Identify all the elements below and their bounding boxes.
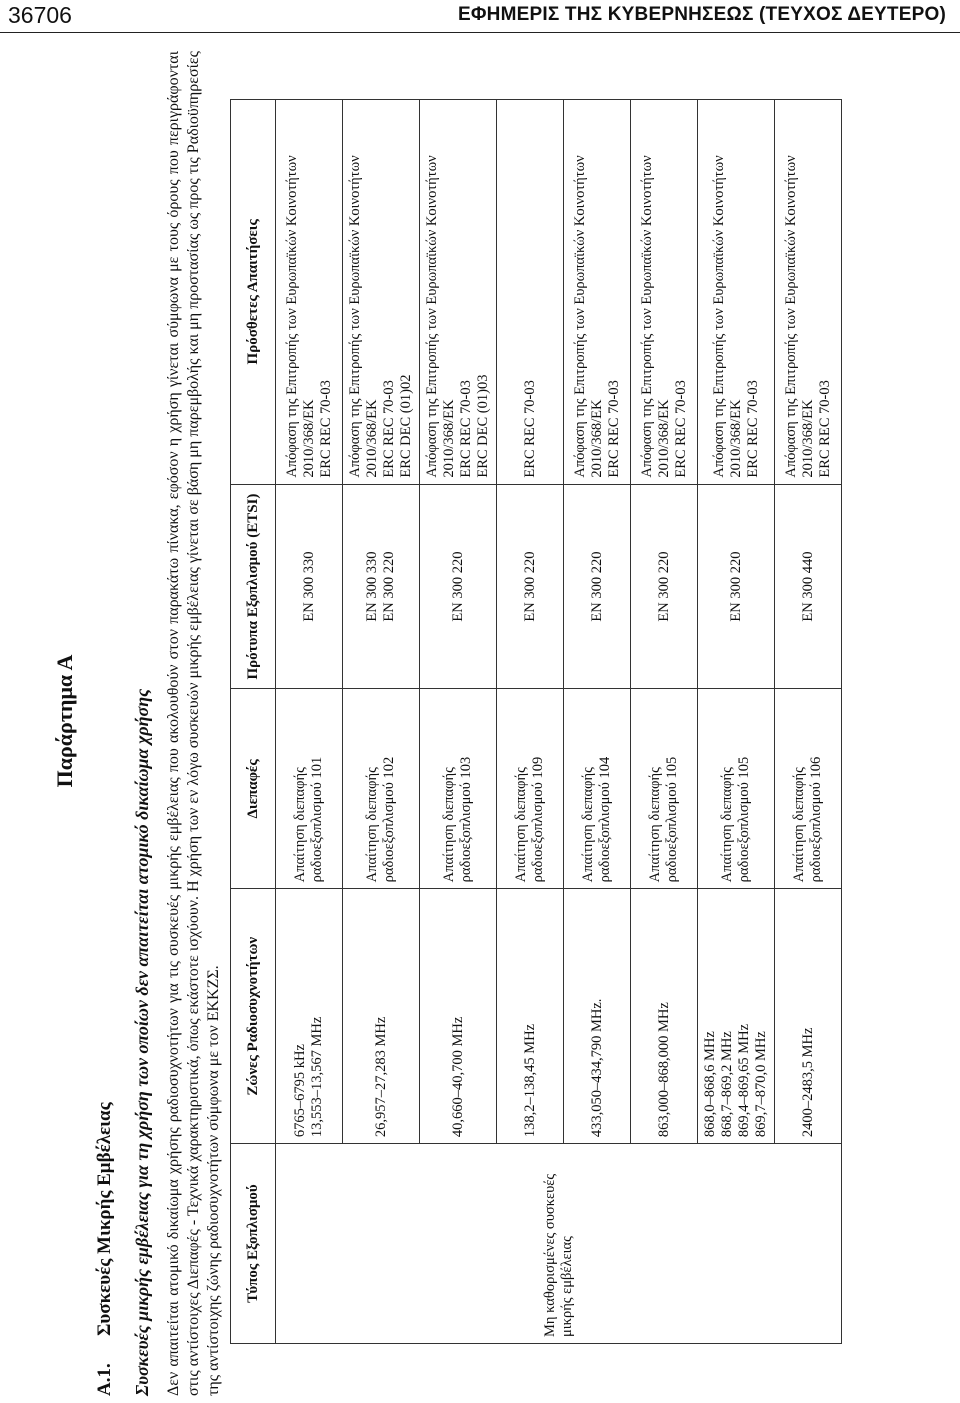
requirements-cell	[497, 100, 564, 485]
equipment-type-cell: Μη καθορισμένες συσκευές μικρής εμβέλειας	[276, 1144, 842, 1344]
header-standards: Πρότυπα Εξοπλισμού (ETSI)	[231, 484, 276, 689]
interface-cell: Απαίτηση διεπαφής ραδιοεξοπλισμού 106	[775, 689, 842, 889]
frequency-band: 433,050–434,790 MHz.	[588, 998, 605, 1138]
interface-cell: Απαίτηση διεπαφής ραδιοεξοπλισμού 101	[276, 689, 343, 889]
etsi-standard: EN 300 220	[655, 551, 672, 622]
interface-cell: Απαίτηση διεπαφής ραδιοεξοπλισμού 105	[698, 689, 775, 889]
requirement-item: Απόφαση της Επιτροπής των Ευρωπαϊκών Κοινοτήτων 2010/368/ΕΚ	[424, 155, 457, 478]
requirement-item: ERC REC 70-03	[317, 380, 334, 478]
header-interfaces: Διεπαφές	[231, 689, 276, 889]
table-row	[276, 100, 343, 1344]
requirements-cell	[698, 100, 775, 485]
standard-cell	[276, 484, 343, 689]
requirement-item: ERC REC 70-03	[672, 380, 689, 478]
etsi-standard: EN 300 220	[588, 551, 605, 622]
requirement-item: ERC DEC (01)03	[475, 374, 491, 478]
interface-cell: Απαίτηση διεπαφής ραδιοεξοπλισμού 102	[343, 689, 420, 889]
frequency-band: 40,660–40,700 MHz	[449, 1016, 466, 1138]
header-equipment-type: Τύπος Εξοπλισμού	[231, 1144, 276, 1344]
annex-title: Παράρτημα Α	[52, 654, 77, 788]
frequency-band-cell	[698, 889, 775, 1144]
frequency-band: 2400–2483,5 MHz	[799, 1027, 816, 1138]
section-title: Συσκευές Μικρής Εμβέλειας	[94, 1102, 115, 1336]
gazette-header	[0, 0, 960, 34]
interface-cell: Απαίτηση διεπαφής ραδιοεξοπλισμού 105	[631, 689, 698, 889]
standard-cell	[775, 484, 842, 689]
requirement-item: ERC REC 70-03	[521, 380, 538, 478]
standard-cell	[698, 484, 775, 689]
page-number: 36706	[8, 2, 72, 28]
requirement-item: Απόφαση της Επιτροπής των Ευρωπαϊκών Κοινοτήτων 2010/368/ΕΚ	[571, 155, 605, 478]
standard-cell	[631, 484, 698, 689]
frequency-band: 26,957–27,283 MHz	[372, 1016, 389, 1138]
requirement-item: Απόφαση της Επιτροπής των Ευρωπαϊκών Κοινοτήτων 2010/368/ΕΚ	[347, 155, 380, 478]
section-heading	[94, 1102, 116, 1396]
etsi-standard: EN 300 440	[799, 551, 816, 622]
frequency-band-cell	[420, 889, 497, 1144]
frequency-band: 868,7–869,2 MHz	[719, 1031, 735, 1138]
requirement-item: ERC REC 70-03	[458, 380, 474, 478]
frequency-band: 869,7–870,0 MHz	[753, 1031, 769, 1138]
requirements-cell	[631, 100, 698, 485]
frequency-band-cell	[276, 889, 343, 1144]
frequency-band-cell	[497, 889, 564, 1144]
table-body	[276, 100, 842, 1344]
intro-paragraph	[164, 51, 224, 1396]
standard-cell	[497, 484, 564, 689]
etsi-standard: EN 300 220	[381, 551, 397, 622]
standard-cell	[343, 484, 420, 689]
section-number: Α.1.	[94, 1363, 115, 1396]
etsi-standard: EN 300 220	[727, 551, 744, 622]
etsi-standard: EN 300 220	[449, 551, 466, 622]
rotated-page-content	[40, 46, 950, 1396]
requirement-item: Απόφαση της Επιτροπής των Ευρωπαϊκών Κοινοτήτων 2010/368/ΕΚ	[638, 155, 672, 478]
standard-cell	[420, 484, 497, 689]
requirement-item: Απόφαση της Επιτροπής των Ευρωπαϊκών Κοινοτήτων 2010/368/ΕΚ	[283, 155, 317, 478]
etsi-standard: EN 300 330	[364, 551, 380, 622]
standard-cell	[564, 484, 631, 689]
interface-cell: Απαίτηση διεπαφής ραδιοεξοπλισμού 104	[564, 689, 631, 889]
gazette-title: ΕΦΗΜΕΡΙΣ ΤΗΣ ΚΥΒΕΡΝΗΣΕΩΣ (ΤΕΥΧΟΣ ΔΕΥΤΕΡΟ)	[458, 4, 946, 25]
requirement-item: ERC REC 70-03	[744, 380, 761, 478]
frequency-band-cell	[343, 889, 420, 1144]
requirements-cell	[420, 100, 497, 485]
requirements-cell	[564, 100, 631, 485]
requirements-cell	[343, 100, 420, 485]
frequency-band-cell	[564, 889, 631, 1144]
requirement-item: ERC REC 70-03	[381, 380, 397, 478]
frequency-table	[230, 99, 842, 1344]
interface-cell: Απαίτηση διεπαφής ραδιοεξοπλισμού 103	[420, 689, 497, 889]
requirement-item: ERC REC 70-03	[816, 380, 833, 478]
requirement-item: ERC DEC (01)02	[398, 374, 414, 478]
frequency-band-cell	[631, 889, 698, 1144]
intro-text: Δεν απαιτείται ατομικό δικαίωμα χρήσης ραδιοσυχνοτήτων για τις συσκευές μικρής εμβέλειας που ακολουθούν στον παρακάτω πίνακα, εφόσον η χρήση γίνεται σύμφωνα με τους όρους που περιγράφονται στις αντίστοιχες Διεπαφές - Τεχνικά χαρακτηριστικά, όπως εκάστοτε ισχύουν. Η χρήση των εν λόγω συσκευών μικρής εμβέλειας γίνεται σε βάση μη παρεμβολής και μη προστασίας ως προς τις Ραδιοϋπηρεσίες της αντίστοιχης ζώνης ραδιοσυχνοτήτων σύμφωνα με τον ΕΚΚΖΣ.	[165, 51, 222, 1396]
etsi-standard: EN 300 220	[521, 551, 538, 622]
frequency-band: 6765–6795 kHz	[292, 1044, 308, 1138]
header-requirements: Πρόσθετες Απαιτήσεις	[231, 100, 276, 485]
header-rule	[0, 32, 960, 33]
frequency-band: 863,000–868,000 MHz	[655, 1002, 672, 1138]
interface-cell: Απαίτηση διεπαφής ραδιοεξοπλισμού 109	[497, 689, 564, 889]
requirements-cell	[276, 100, 343, 485]
frequency-band: 13,553–13,567 MHz	[309, 1016, 325, 1138]
requirement-item: Απόφαση της Επιτροπής των Ευρωπαϊκών Κοινοτήτων 2010/368/ΕΚ	[782, 155, 816, 478]
frequency-band: 138,2–138,45 MHz	[521, 1023, 538, 1138]
requirement-item: ERC REC 70-03	[605, 380, 622, 478]
requirements-cell	[775, 100, 842, 485]
frequency-band: 869,4–869,65 MHz	[736, 1023, 752, 1138]
etsi-standard: EN 300 330	[300, 551, 317, 622]
header-frequency-bands: Ζώνες Ραδιοσυχνοτήτων	[231, 889, 276, 1144]
subsection-title: Συσκευές μικρής εμβέλειας για τη χρήση των οποίων δεν απαιτείται ατομικό δικαίωμα χρήσης	[132, 688, 152, 1396]
requirement-item: Απόφαση της Επιτροπής των Ευρωπαϊκών Κοινοτήτων 2010/368/ΕΚ	[710, 155, 744, 478]
table-header-row	[231, 100, 276, 1344]
frequency-band: 868,0–868,6 MHz	[702, 1031, 718, 1138]
frequency-band-cell	[775, 889, 842, 1144]
